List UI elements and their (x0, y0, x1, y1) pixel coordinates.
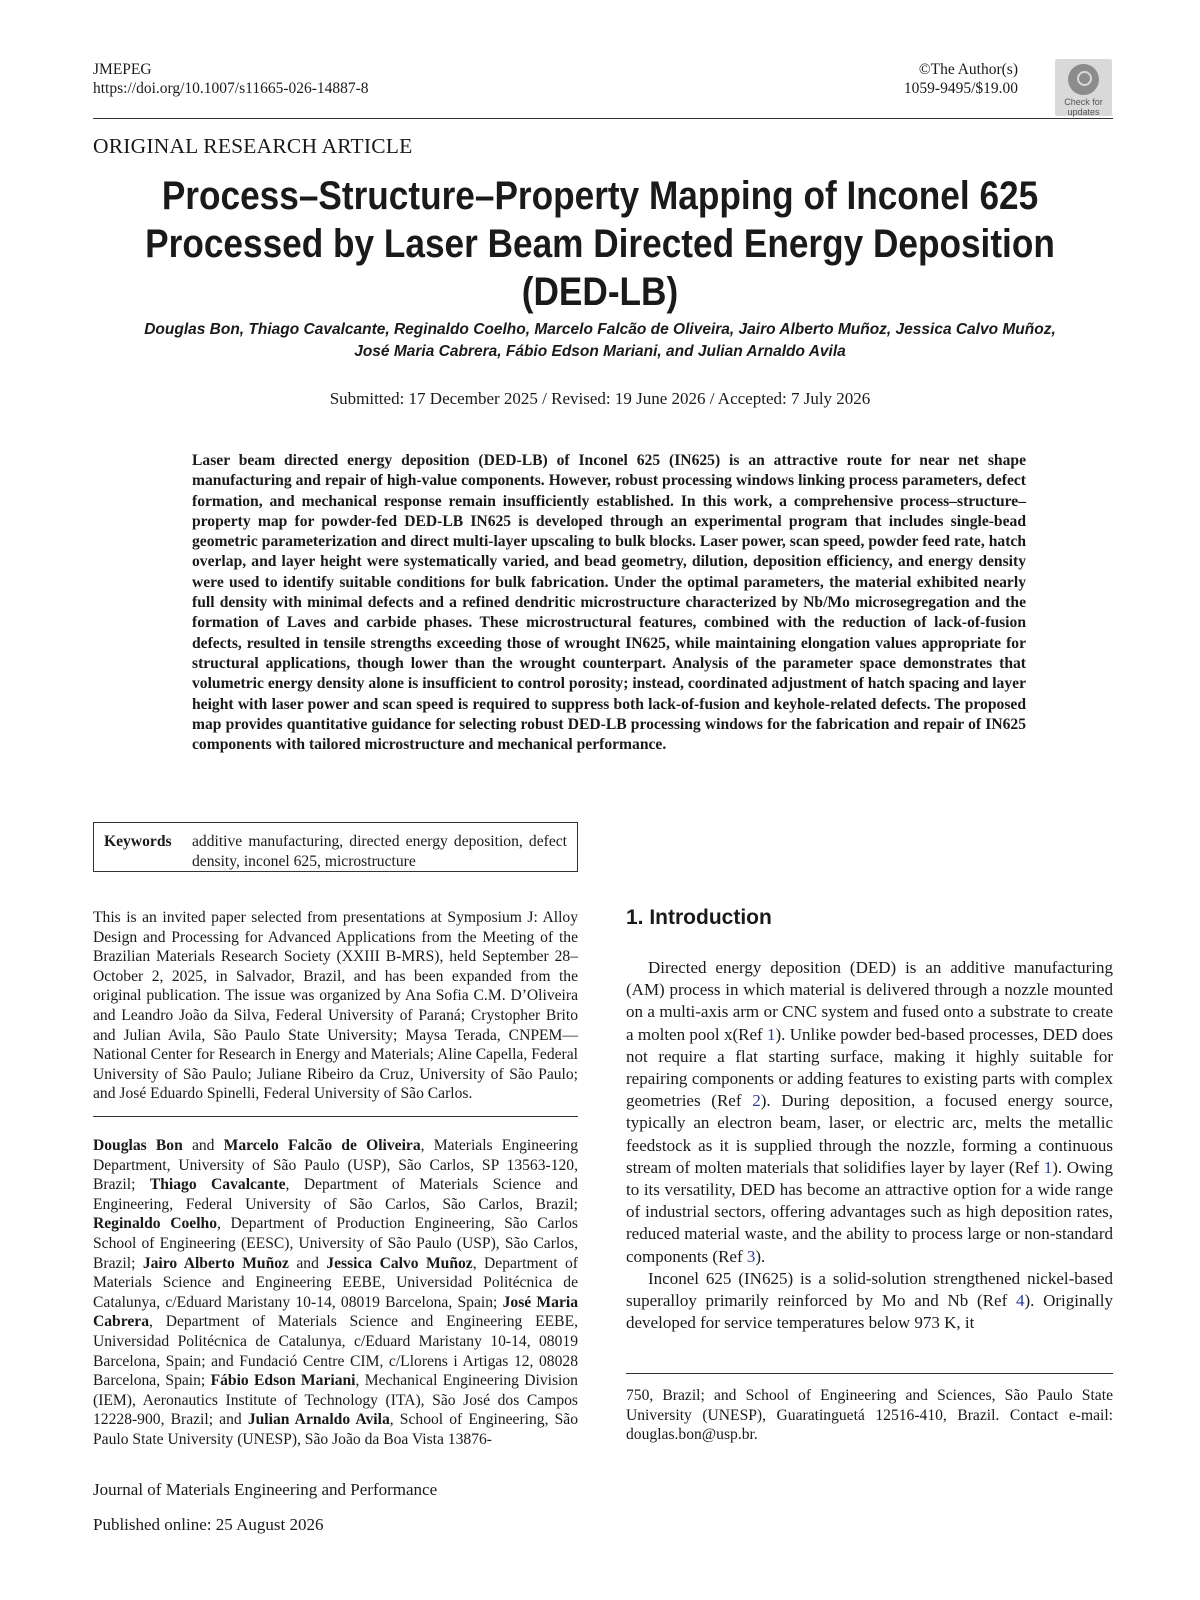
affil-name: Julian Arnaldo Avila (247, 1411, 390, 1429)
badge-line1: Check for (1064, 97, 1103, 107)
header-rule (93, 118, 1113, 119)
affil-text: , Materials Engineering Department, University of São Paulo (USP), São Carlos, SP 13563-120, Brazil; (93, 1137, 579, 1194)
text-run: Directed energy deposition (DED) is an additive manufacturing (AM) process in which material is delivered through a nozzle mounted on a multi-axis arm or CNC system and fused onto a substrate to create a molten pool x(Ref (626, 958, 1113, 1044)
affil-name: Jessica Calvo Muñoz (326, 1254, 473, 1272)
text-run: Inconel 625 (IN625) is a solid-solution strengthened nickel-based superalloy primarily reinforced by Mo and Nb (Ref (626, 1268, 1113, 1311)
author-line-1: Douglas Bon, Thiago Cavalcante, Reginaldo Coelho, Marcelo Falcão de Oliveira, Jairo Alberto Muñoz, Jessica Calvo Muñoz, (144, 321, 1056, 338)
author-list (100, 319, 1100, 363)
affil-name: Thiago Cavalcante (149, 1176, 286, 1194)
affil-text: , Department of Materials Science and Engineering EEBE, Universidad Politécnica de Catalunya, c/Eduard Maristany 10-14, 08019 Barcelona, Spain; and Fundació Centre CIM, c/Llorens i Artigas 12, 08028 Barcelona, Spain; (93, 1313, 578, 1390)
keywords-label: Keywords (104, 833, 172, 850)
invited-paper-note: This is an invited paper selected from presentations at Symposium J: Alloy Design and Processing for Advanced Applications from the Meeting of the Brazilian Materials Research Society (XXIII B-MRS), held September 28–October 2, 2025, in Salvador, Brazil, and has been expanded from the original publication. The issue was organized by Ana Sofia C.M. D’Oliveira and Leandro João da Silva, Federal University of Paraná; Crystopher Brito and Julian Avila, São Paulo State University; Maysa Terada, CNPEM—National Center for Research in Energy and Materials; Aline Capella, Federal University of São Paulo; Juliane Ribeiro da Cruz, University of São Paulo; and José Eduardo Spinelli, Federal University of São Carlos. (93, 909, 578, 1103)
affiliation-continued: 750, Brazil; and School of Engineering and Sciences, São Paulo State University (UNESP), Guaratinguetá 12516-410, Brazil. Contact e-mail: douglas.bon@usp.br. (626, 1387, 1113, 1444)
affil-name: Fábio Edson Mariani (210, 1372, 356, 1390)
author-affiliations (93, 1136, 578, 1450)
note-divider (93, 1116, 578, 1117)
article-title: Process–Structure–Property Mapping of Inconel 625 Processed by Laser Beam Directed Energy Deposition (DED-LB) (145, 174, 1055, 314)
affil-name: José Maria Cabrera (93, 1293, 578, 1331)
citation-link[interactable]: 2 (752, 1091, 761, 1111)
affil-text: , Department of Production Engineering, São Carlos School of Engineering (EESC), University of São Paulo (USP), São Carlos, Brazil; (93, 1215, 578, 1272)
badge-line2: updates (1067, 107, 1100, 117)
abstract: Laser beam directed energy deposition (DED-LB) of Inconel 625 (IN625) is an attractive route for near net shape manufacturing and repair of high-value components. However, robust processing windows linking process parameters, defect formation, and mechanical response remain insufficiently established. In this work, a comprehensive process–structure–property map for powder-fed DED-LB IN625 is developed through an experimental program that includes single-bead geometric parameterization and direct multi-layer upscaling to bulk blocks. Laser power, scan speed, powder feed rate, hatch overlap, and layer height were systematically varied, and bead geometry, dilution, deposition efficiency, and energy density were used to identify suitable conditions for bulk fabrication. Under the optimal parameters, the material exhibited nearly full density with minimal defects and a refined dendritic microstructure characterized by Nb/Mo microsegregation and the formation of Laves and carbide phases. These microstructural features, combined with the reduction of lack-of-fusion defects, resulted in tensile strengths exceeding those of wrought IN625, while maintaining elongation values appropriate for structural applications, though lower than the wrought counterpart. Analysis of the parameter space demonstrates that volumetric energy density alone is insufficient to control porosity; instead, coordinated adjustment of hatch spacing and layer height with laser power and scan speed is required to suppress both lack-of-fusion and keyhole-related defects. The proposed map provides quantitative guidance for selecting robust DED-LB processing windows for the fabrication and repair of IN625 components with tailored microstructure and mechanical performance. (192, 452, 1026, 754)
affil-name: Marcelo Falcão de Oliveira (223, 1137, 421, 1154)
badge-text (1055, 97, 1112, 117)
text-run: ). Unlike powder bed-based processes, DED does not require a flat starting surface, making it highly suitable for repairing components or adding features to existing parts with complex geometries (Ref (626, 1024, 1113, 1111)
affil-name: Douglas Bon (93, 1137, 183, 1154)
update-check-icon (1068, 64, 1099, 95)
doi-link[interactable]: https://doi.org/10.1007/s11665-026-14887-8 (93, 80, 369, 97)
keywords-box (93, 822, 578, 872)
intro-paragraph-2 (626, 1268, 1113, 1335)
affil-text: , Department of Materials Science and Engineering, Federal University of São Carlos, São Carlos, Brazil; (93, 1176, 578, 1213)
footer-published-date: Published online: 25 August 2026 (93, 1515, 324, 1534)
copyright-block (904, 60, 1018, 98)
footer-journal-name: Journal of Materials Engineering and Performance (93, 1480, 438, 1499)
affil-text: and (288, 1254, 327, 1272)
intro-paragraph-1 (626, 957, 1113, 1268)
citation-link[interactable]: 3 (746, 1246, 756, 1266)
affil-text: , Department of Materials Science and Engineering EEBE, Universidad Politécnica de Catalunya, c/Eduard Maristany 10-14, 08019 Barcelona, Spain; (93, 1254, 579, 1311)
journal-header (93, 60, 369, 98)
text-run: ). During deposition, a focused energy source, typically an electron beam, laser, or electric arc, melts the metallic feedstock as it is supplied through the nozzle, forming a continuous stream of molten materials that solidifies layer by layer (Ref (626, 1091, 1113, 1177)
affil-text: and (182, 1137, 224, 1154)
affil-text: , Mechanical Engineering Division (IEM), Aeronautics Institute of Technology (ITA), São José dos Campos 12228-900, Brazil; and (93, 1372, 578, 1429)
affil-name: Reginaldo Coelho (93, 1215, 218, 1233)
keywords-text: additive manufacturing, directed energy deposition, defect density, inconel 625, microstructure (192, 833, 567, 870)
copyright-text: ©The Author(s) (918, 61, 1018, 78)
article-dates: Submitted: 17 December 2025 / Revised: 19 June 2026 / Accepted: 7 July 2026 (329, 389, 871, 408)
citation-link[interactable]: 4 (1015, 1291, 1025, 1311)
check-for-updates-badge[interactable] (1055, 59, 1112, 116)
introduction-body (626, 957, 1113, 1334)
citation-link[interactable]: 1 (1043, 1157, 1053, 1177)
citation-link[interactable]: 1 (766, 1024, 776, 1044)
footnote-divider (626, 1373, 1113, 1374)
text-run: ). Owing to its versatility, DED has become an attractive option for a wide range of industrial sectors, offering advantages such as high deposition rates, reduced material waste, and the ability to process large or non-standard components (Ref (626, 1157, 1113, 1266)
text-run: ). Originally developed for service temperatures below 973 K, it (626, 1291, 1113, 1333)
author-line-2: José Maria Cabrera, Fábio Edson Mariani, and Julian Arnaldo Avila (354, 343, 846, 360)
article-type: ORIGINAL RESEARCH ARTICLE (93, 134, 413, 158)
affil-name: Jairo Alberto Muñoz (142, 1254, 289, 1272)
section-heading-introduction: 1. Introduction (626, 906, 772, 929)
text-run: ). (755, 1246, 766, 1266)
affil-text: , School of Engineering, São Paulo State University (UNESP), São João da Boa Vista 13876- (93, 1411, 578, 1448)
journal-code: JMEPEG (93, 61, 152, 78)
price-text: 1059-9495/$19.00 (903, 80, 1018, 97)
